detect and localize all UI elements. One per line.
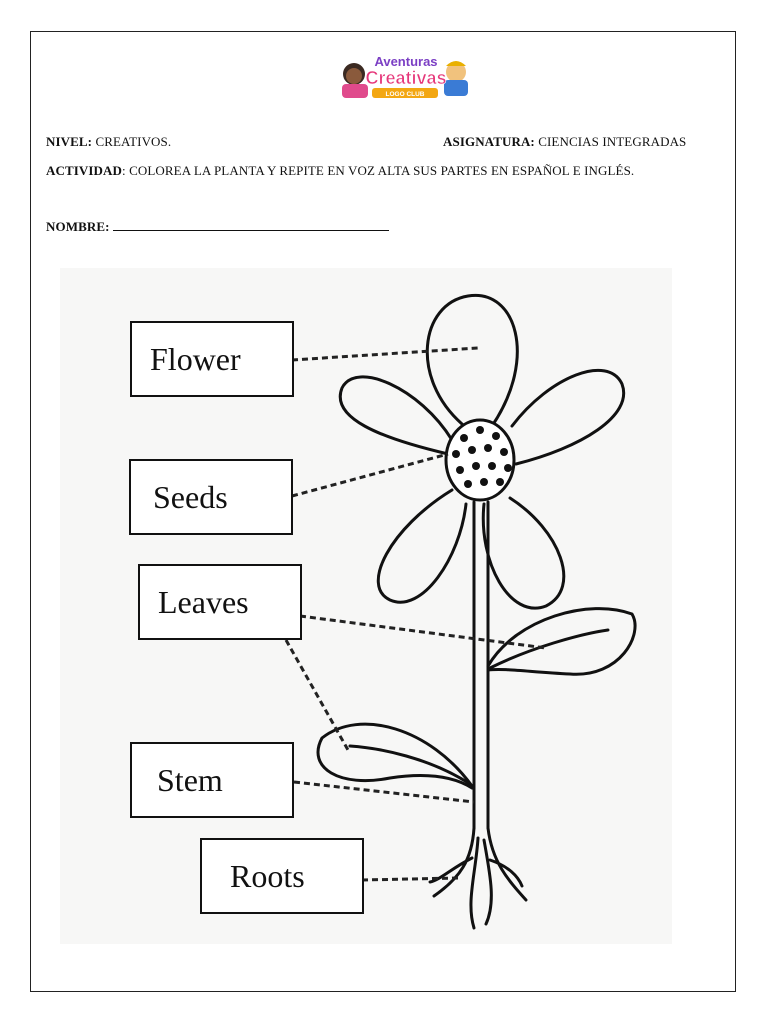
plant-diagram [60, 268, 672, 944]
label-flower-text: Flower [150, 340, 241, 377]
label-leaves-text: Leaves [158, 583, 249, 620]
leader-flower [292, 348, 478, 360]
label-stem [130, 742, 294, 818]
asignatura-line [443, 134, 686, 150]
label-seeds-text: Seeds [153, 478, 228, 515]
leader-lines [286, 348, 546, 880]
asignatura-value: CIENCIAS INTEGRADAS [538, 134, 687, 149]
logo-text-creativas: Creativas [365, 68, 447, 88]
logo-text-aventuras: Aventuras [374, 54, 438, 69]
actividad-line [46, 163, 634, 179]
label-stem-text: Stem [157, 761, 223, 798]
name-blank-line[interactable] [113, 219, 389, 231]
flower-petal-top [427, 295, 517, 426]
leader-roots [362, 878, 458, 880]
actividad-label: ACTIVIDAD [46, 163, 123, 178]
logo-text-club: LOGO CLUB [385, 91, 425, 98]
nombre-label: NOMBRE: [46, 219, 110, 234]
leader-leaves-left [286, 640, 348, 750]
leader-leaves [300, 616, 546, 648]
leader-stem [294, 782, 474, 802]
label-leaves [138, 564, 302, 640]
aventuras-creativas-logo [336, 50, 474, 106]
leader-seeds [292, 454, 448, 496]
label-roots-text: Roots [230, 857, 305, 894]
label-flower [130, 321, 294, 397]
flower-petal-right [512, 370, 624, 464]
nivel-label: NIVEL: [46, 134, 93, 149]
nivel-value: CREATIVOS. [95, 134, 172, 149]
label-seeds [129, 459, 293, 535]
nivel-line [46, 134, 171, 150]
label-roots [200, 838, 364, 914]
flower-petal-lower-right [483, 498, 564, 608]
actividad-value: : COLOREA LA PLANTA Y REPITE EN VOZ ALTA SUS PARTES EN ESPAÑOL E INGLÉS. [122, 163, 635, 178]
nombre-line [46, 219, 389, 235]
leaf-left [318, 724, 472, 788]
flower-petal-lower-left [378, 490, 466, 602]
asignatura-label: ASIGNATURA: [443, 134, 535, 149]
